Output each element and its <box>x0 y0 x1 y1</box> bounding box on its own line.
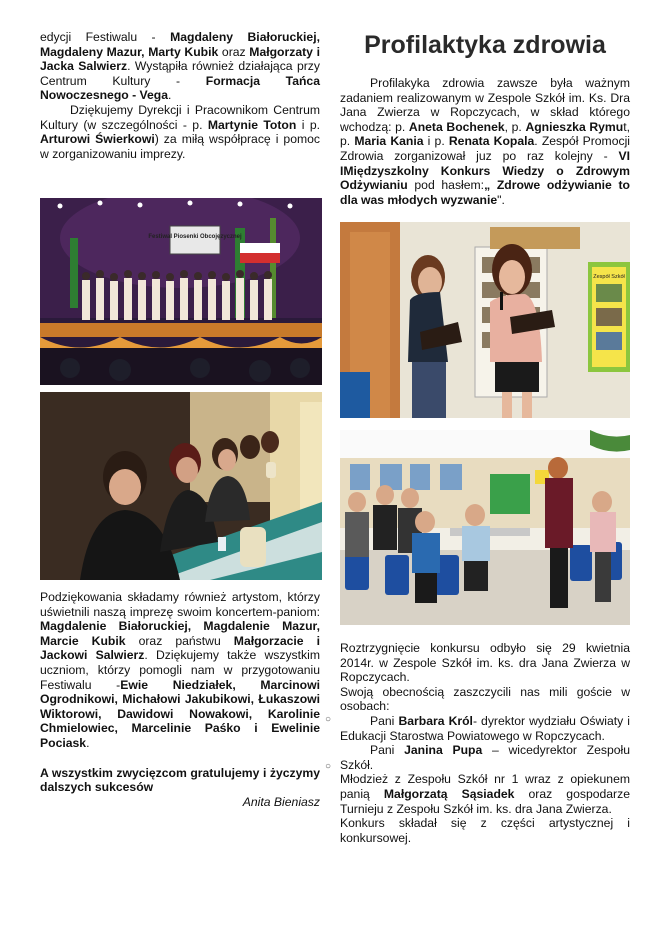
bullet-marker-1: ○ <box>325 714 332 725</box>
bold-name-span: Maria Kania <box>354 134 424 149</box>
audience-photo <box>340 430 630 625</box>
youth-paragraph <box>340 772 630 816</box>
bullet-marker-2: ○ <box>325 761 332 772</box>
bold-name-span: Agnieszka Rymu <box>525 119 624 134</box>
text-span: – wicedyrektor Zespołu Szkół. <box>340 743 630 772</box>
text-span: - dyrektor wydziału Oświaty i Edukacji Starostwa Powiatowego w Ropczycach. <box>340 713 631 743</box>
bold-name-span: Barbara Król <box>398 713 473 728</box>
bold-name-span: Martynie Toton <box>207 117 297 132</box>
bold-name-span: Magdalenie Białoruckiej, Magdalenie Mazur, Marcie Kubik <box>40 619 320 648</box>
text-span: Profilakyka zdrowia zawsze była ważnym zadaniem realizowanym w Zespole Szkół im. Ks. Dra Jana Zwierza w Ropczycach, w skład którego wchodzą: p. <box>340 76 630 134</box>
contest-paragraph: Konkurs składał się z części artystycznej i konkursowej. <box>340 816 630 845</box>
bold-name-span: Arturowi Świerkowi <box>40 132 155 147</box>
jury-table-photo <box>40 392 322 580</box>
text-span: i p. <box>423 134 449 149</box>
bold-name-span: Renata Kopala <box>448 134 535 149</box>
text-span: i p. <box>296 117 320 132</box>
text-span: . <box>168 88 172 103</box>
guests-intro: Swoją obecnością zaszczycili nas mili goście w osobach: <box>340 684 630 714</box>
bold-name-span: „ Zdrowe odżywianie to dla was młodych wyzwanie <box>340 178 631 207</box>
bold-name-span: Aneta Bochenek <box>408 119 505 134</box>
bold-name-span: VI IMiędzyszkolny Konkurs Wiedzy o Zdrowym Odżywianiu <box>340 148 630 193</box>
artists-thanks-paragraph <box>40 590 320 751</box>
text-span: oraz państwu <box>125 633 234 648</box>
bold-name-span: Janina Pupa <box>404 743 483 758</box>
congratulations-paragraph: A wszystkim zwycięzcom gratulujemy i życzymy dalszych sukcesów <box>40 765 320 795</box>
right-column-intro <box>340 76 630 207</box>
text-span: ". <box>497 192 505 207</box>
bold-name-span: Małgorzacie i Jackowi Salwierz <box>40 633 320 663</box>
intro-paragraph <box>340 76 630 207</box>
text-span: ) za miłą współpracę i pomoc w zorganizowaniu imprezy. <box>40 132 321 161</box>
guest-janina-pupa <box>340 743 630 772</box>
author-signature: Anita Bieniasz <box>242 794 320 809</box>
bold-name-span: Formacja Tańca Nowoczesnego - Vega <box>40 73 320 103</box>
text-span: Pani <box>370 713 399 728</box>
text-span: oraz gospodarze Turnieju z Zespołu Szkół im. ks. dra Jana Zwierza. <box>340 786 630 816</box>
text-span: . <box>86 735 90 750</box>
text-span: Podziękowania składamy również artystom, którzy uświetnili naszą imprezę swoim koncertem-paniom: <box>40 590 320 619</box>
stage-banner-text: Festiwal Piosenki Obcojęzycznej <box>148 234 242 240</box>
bold-name-span: Małgorzaty i Jacka Salwierz <box>40 44 320 74</box>
festival-performers-paragraph <box>40 30 320 103</box>
bold-name-span: Ewie Niedziałek, Marcinowi Ogrodnikowi, Michałowi Jakubikowi, Łukaszowi Wiktorowi, Dawidowi Nowakowi, Karolinie Chmielowiec, Marcelinie Paśko i Ewelinie Pociask <box>40 677 320 750</box>
text-span: edycji Festiwalu - <box>40 30 171 44</box>
poster-school-text: Zespół Szkół <box>593 274 625 280</box>
text-span: Dziękujemy Dyrekcji i Pracownikom Centrum Kultury (w szczególności - p. <box>40 102 320 132</box>
text-span: . Zespół Promocji Zdrowia zorganizował juz po raz kolejny - <box>340 134 630 163</box>
text-span: . Wystąpiła również działająca przy Centrum Kultury - <box>40 59 320 88</box>
text-span: oraz <box>218 44 250 59</box>
bold-name-span: Małgorzatą Sąsiadek <box>383 786 515 801</box>
stage-photo <box>40 198 322 385</box>
presenters-photo <box>340 222 630 418</box>
text-span: Młodzież z Zespołu Szkół nr 1 wraz z opiekunem panią <box>340 772 630 801</box>
left-column-bottom <box>40 590 320 809</box>
guest-barbara-krol <box>340 714 630 743</box>
left-column-top <box>40 30 320 161</box>
bold-name-span: Magdaleny Białoruckiej, Magdaleny Mazur, Marty Kubik <box>40 30 320 59</box>
text-span: t, p. <box>340 119 630 149</box>
text-span: . Dziękujemy także wszystkim uczniom, którzy pomogli nam w przygotowaniu Festiwalu - <box>40 648 320 692</box>
right-column-bottom <box>340 641 630 845</box>
thanks-center-paragraph <box>40 103 320 161</box>
text-span: , p. <box>504 119 526 134</box>
result-paragraph: Roztrzygnięcie konkursu odbyło się 29 kwietnia 2014r. w Zespole Szkół im. ks. dra Jana Zwierza w Ropczycach. <box>340 641 630 685</box>
text-span: pod hasłem: <box>407 178 485 193</box>
section-title: Profilaktyka zdrowia <box>364 31 606 59</box>
text-span: Pani <box>370 743 405 758</box>
